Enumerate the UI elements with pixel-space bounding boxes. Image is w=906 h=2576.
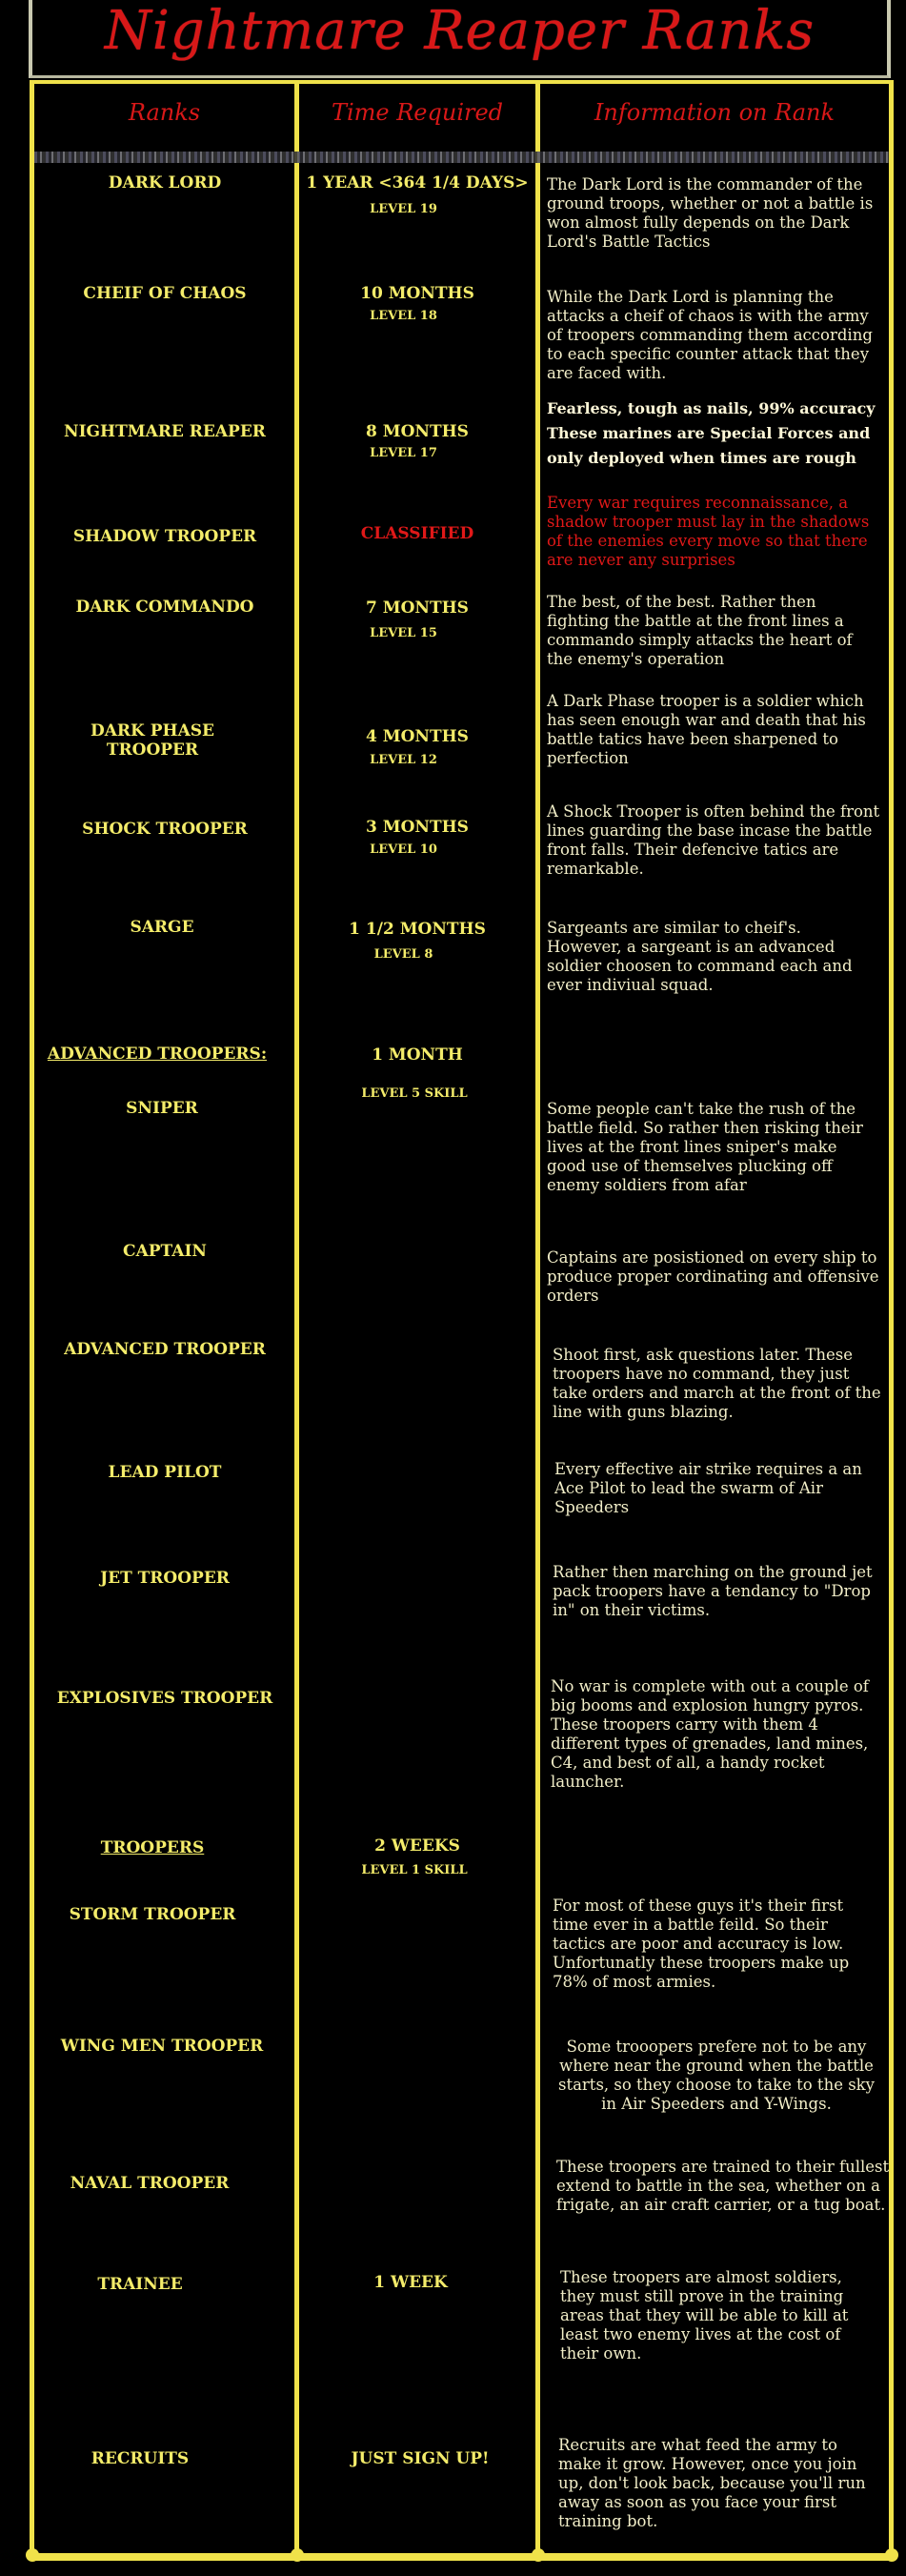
rank-name: RECRUITS (91, 2449, 190, 2468)
rank-info: The best, of the best. Rather then fighting the battle at the front lines a commando simply attacks the heart of the enemy's operation (547, 593, 853, 668)
rank-time: 10 MONTHS (360, 284, 474, 303)
section-level: LEVEL 5 SKILL (361, 1086, 468, 1101)
rank-time: 7 MONTHS (366, 598, 469, 618)
table-border-left (30, 80, 34, 2553)
rank-level: LEVEL 18 (370, 309, 437, 323)
rank-info: Recruits are what feed the army to make it grow. However, once you join up, don't look back, because you'll run away as soon as you face your first training bot. (558, 2436, 866, 2530)
page-title: Nightmare Reaper Ranks (104, 0, 815, 62)
rank-name: DARK PHASE TROOPER (90, 721, 215, 760)
rank-time: 8 MONTHS (366, 422, 469, 441)
rank-info: A Shock Trooper is often behind the front lines guarding the base incase the battle front falls. Their defencive tatics are remarkable. (547, 802, 880, 878)
rank-level: LEVEL 8 (373, 947, 433, 962)
rank-name: CAPTAIN (123, 1242, 207, 1261)
rank-info: Every war requires reconnaissance, a shadow trooper must lay in the shadows of the enemies every move so that there are never any surprises (547, 494, 870, 569)
rank-name: SHOCK TROOPER (82, 820, 248, 839)
rank-name: LEAD PILOT (108, 1463, 222, 1482)
header-information: Information on Rank (594, 99, 836, 126)
rank-time: 4 MONTHS (366, 727, 469, 746)
section-time: 1 MONTH (372, 1045, 463, 1065)
rank-info: Rather then marching on the ground jet pack troopers have a tendancy to "Drop in" on their victims. (553, 1563, 873, 1619)
rank-name: NAVAL TROOPER (70, 2174, 230, 2193)
border-knob (532, 2548, 545, 2562)
title-banner (29, 0, 891, 78)
rank-name: WING MEN TROOPER (60, 2037, 264, 2056)
rank-name: CHEIF OF CHAOS (83, 284, 247, 303)
rank-level: LEVEL 17 (370, 446, 437, 460)
section-time: 2 WEEKS (374, 1836, 460, 1856)
rank-time: JUST SIGN UP! (351, 2449, 490, 2468)
rank-level: LEVEL 19 (370, 202, 437, 216)
column-divider-2 (535, 80, 540, 2553)
rank-info: For most of these guys it's their first time ever in a battle feild. So their tactics are poor and accuracy is low. Unfortunatly these troopers make up 78% of most armies. (553, 1897, 850, 1991)
section-heading-advanced: ADVANCED TROOPERS: (47, 1045, 268, 1064)
table-bottom-border (30, 2553, 894, 2561)
rank-info: Shoot first, ask questions later. These troopers have no command, they just take orders and march at the front of the line with guns blazing. (553, 1346, 881, 1421)
header-divider (34, 152, 889, 163)
rank-name: SARGE (130, 918, 194, 937)
rank-time: 1 1/2 MONTHS (349, 920, 486, 939)
table-top-border (30, 80, 894, 84)
rank-name: JET TROOPER (100, 1569, 230, 1588)
rank-name: NIGHTMARE REAPER (64, 422, 266, 441)
border-knob (291, 2548, 304, 2562)
rank-name: EXPLOSIVES TROOPER (56, 1689, 273, 1708)
rank-info: No war is complete with out a couple of big booms and explosion hungry pyros. These troopers carry with them 4 different types of grenades, land mines, C4, and best of all, a handy rocket launcher. (551, 1677, 869, 1791)
rank-info: These troopers are almost soldiers, they must still prove in the training areas that they will be able to kill at least two enemy lives at the cost of their own. (560, 2268, 849, 2363)
rank-name: ADVANCED TROOPER (64, 1340, 266, 1359)
rank-info: The Dark Lord is the commander of the ground troops, whether or not a battle is won almost fully depends on the Dark Lord's Battle Tactics (547, 175, 874, 251)
rank-time: 1 YEAR <364 1/4 DAYS> (306, 173, 529, 193)
rank-info: Fearless, tough as nails, 99% accuracy These marines are Special Forces and only deployed when times are rough (547, 399, 876, 467)
rank-level: LEVEL 12 (370, 753, 437, 767)
rank-info: Some trooopers prefere not to be any where near the ground when the battle starts, so they choose to take to the sky in Air Speeders and Y-Wings. (557, 2038, 875, 2113)
rank-level: LEVEL 15 (370, 626, 437, 640)
rank-name: DARK COMMANDO (75, 598, 254, 617)
header-ranks: Ranks (128, 99, 201, 126)
rank-name: SHADOW TROOPER (72, 527, 257, 546)
rank-time: 3 MONTHS (366, 818, 469, 837)
rank-name: TRAINEE (97, 2275, 183, 2294)
section-heading-troopers: TROOPERS (100, 1838, 205, 1857)
rank-info: Captains are posistioned on every ship to produce proper cordinating and offensive orders (547, 1248, 879, 1305)
border-knob (26, 2548, 39, 2562)
rank-name: STORM TROOPER (69, 1905, 236, 1924)
rank-info: Sargeants are similar to cheif's. However, a sargeant is an advanced soldier choosen to command each and ever indiviual squad. (547, 919, 853, 994)
rank-info: While the Dark Lord is planning the attacks a cheif of chaos is with the army of troopers commanding them according to each specific counter attack that they are faced with. (547, 288, 873, 382)
rank-name: SNIPER (126, 1099, 198, 1118)
rank-info: Some people can't take the rush of the battle field. So rather then risking their lives at the front lines sniper's make good use of themselves plucking off enemy soldiers from afar (547, 1100, 863, 1194)
header-time-required: Time Required (331, 99, 504, 126)
rank-info: Every effective air strike requires a an Ace Pilot to lead the swarm of Air Speeders (554, 1460, 862, 1516)
section-level: LEVEL 1 SKILL (361, 1863, 468, 1877)
rank-time: 1 WEEK (373, 2273, 448, 2292)
rank-level: LEVEL 10 (370, 842, 437, 857)
rank-name: DARK LORD (108, 173, 222, 193)
border-knob (885, 2548, 898, 2562)
column-divider-1 (294, 80, 299, 2553)
rank-info: These troopers are trained to their fullest extend to battle in the sea, whether on a frigate, an air craft carrier, or a tug boat. (556, 2158, 890, 2214)
rank-info: A Dark Phase trooper is a soldier which has seen enough war and death that his battle tatics have been sharpened to perfection (547, 692, 866, 767)
rank-time-classified: CLASSIFIED (360, 524, 474, 543)
